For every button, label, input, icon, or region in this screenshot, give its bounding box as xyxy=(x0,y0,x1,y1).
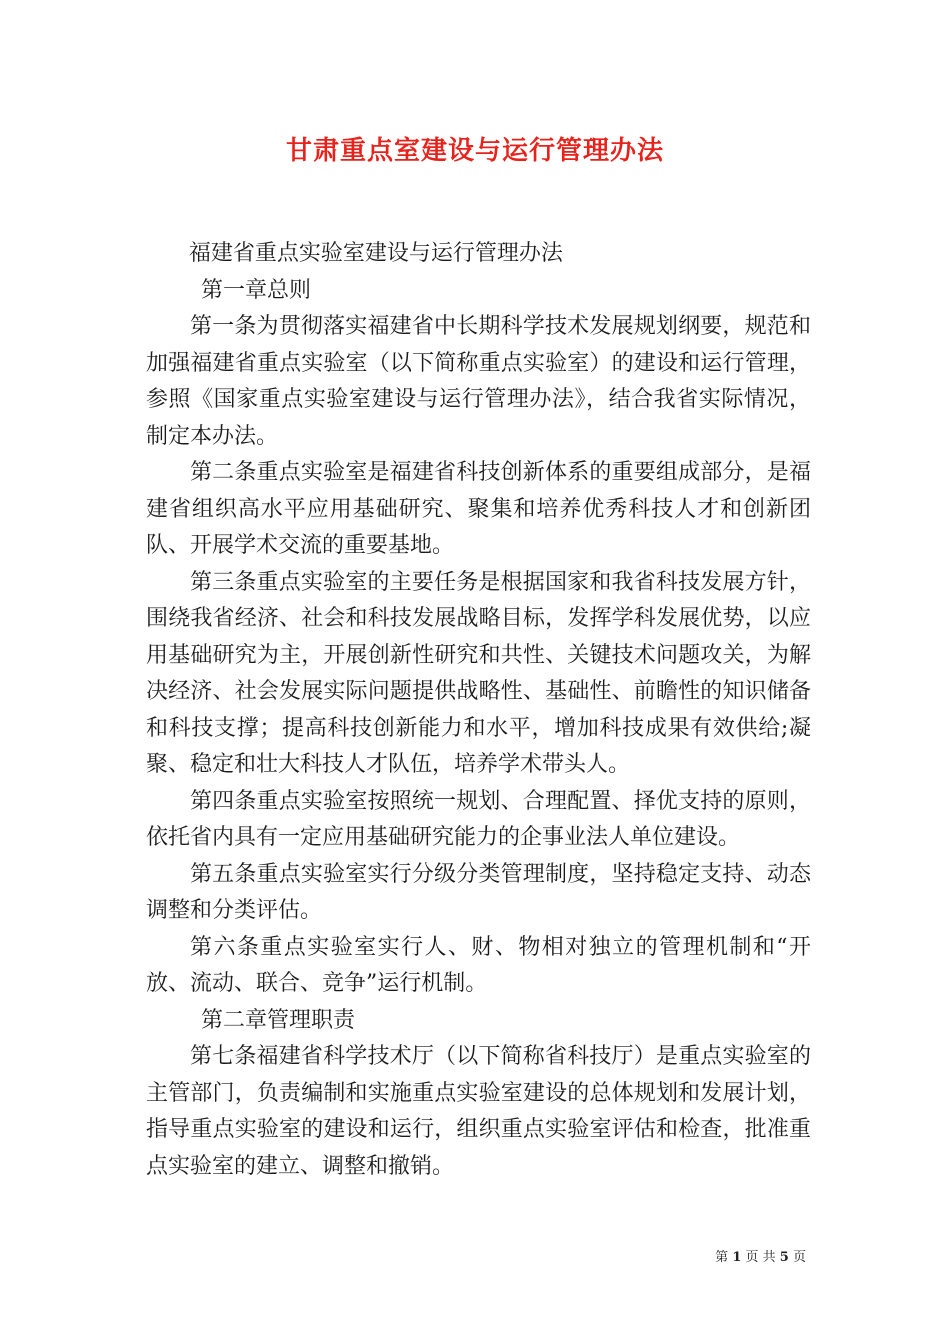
article-paragraph: 第五条重点实验室实行分级分类管理制度，坚持稳定支持、动态调整和分类评估。 xyxy=(146,861,811,923)
article-paragraph: 第三条重点实验室的主要任务是根据国家和我省科技发展方针，围绕我省经济、社会和科技发展战略目标，发挥学科发展优势，以应用基础研究为主，开展创新性研究和共性、关键技术问题攻关，为解决经济、社会发展实际问题提供战略性、基础性、前瞻性的知识储备和科技支撑；提高科技创新能力和水平，增加科技成果有效供给;凝聚、稳定和壮大科技人才队伍，培养学术带头人。 xyxy=(146,569,811,777)
article-paragraph: 第四条重点实验室按照统一规划、合理配置、择优支持的原则，依托省内具有一定应用基础研究能力的企事业法人单位建设。 xyxy=(146,788,811,850)
footer-current-page: 1 xyxy=(732,1250,742,1265)
footer-total-pages: 5 xyxy=(779,1250,789,1265)
article-paragraph: 第一条为贯彻落实福建省中长期科学技术发展规划纲要，规范和加强福建省重点实验室（以下简称重点实验室）的建设和运行管理，参照《国家重点实验室建设与运行管理办法》，结合我省实际情况，制定本办法。 xyxy=(146,314,811,449)
subtitle-paragraph: 福建省重点实验室建设与运行管理办法 xyxy=(188,241,563,266)
footer-prefix: 第 xyxy=(715,1250,729,1265)
article-paragraph: 第七条福建省科学技术厅（以下简称省科技厅）是重点实验室的主管部门，负责编制和实施重点实验室建设的总体规划和发展计划，指导重点实验室的建设和运行，组织重点实验室评估和检查，批准重点实验室的建立、调整和撤销。 xyxy=(146,1044,811,1179)
footer-middle: 页 共 xyxy=(745,1250,776,1265)
document-body xyxy=(146,236,811,1185)
page-number-footer xyxy=(715,1246,806,1265)
footer-suffix: 页 xyxy=(792,1250,806,1265)
article-paragraph: 第二条重点实验室是福建省科技创新体系的重要组成部分，是福建省组织高水平应用基础研究、聚集和培养优秀科技人才和创新团队、开展学术交流的重要基地。 xyxy=(146,460,811,558)
document-title: 甘肃重点室建设与运行管理办法 xyxy=(285,136,664,166)
article-paragraph: 第六条重点实验室实行人、财、物相对独立的管理机制和“开放、流动、联合、竞争”运行机制。 xyxy=(146,934,811,996)
chapter-heading: 第二章管理职责 xyxy=(201,1007,356,1033)
chapter-heading: 第一章总则 xyxy=(201,277,312,303)
